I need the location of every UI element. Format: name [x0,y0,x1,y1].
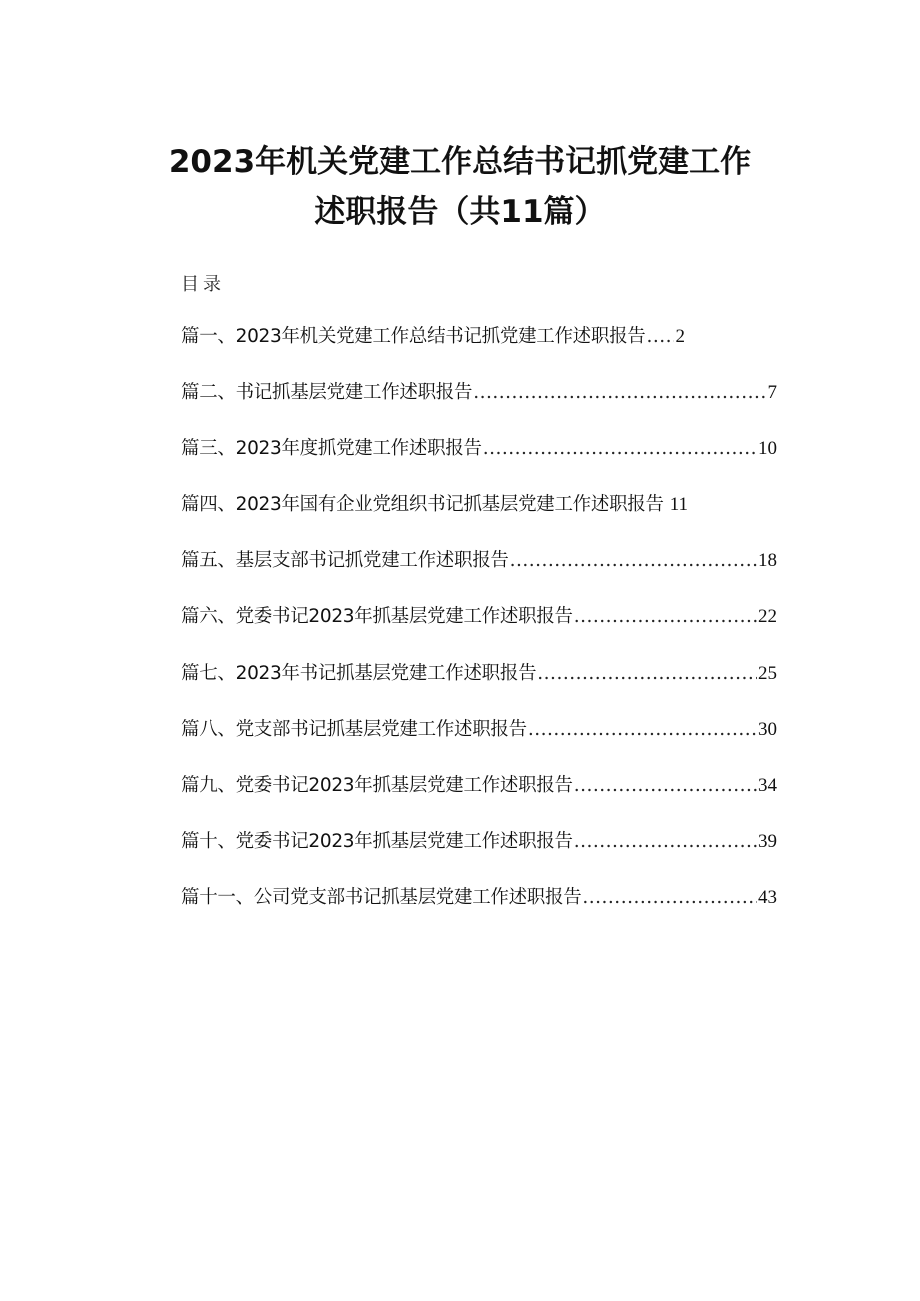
toc-page-number: 39 [758,830,777,852]
toc-entry-3[interactable] [181,434,777,490]
toc-page-number: 25 [758,662,777,684]
toc-leader-dots [574,606,757,627]
toc-page-number: 22 [758,606,777,628]
toc-leader-dots [574,831,757,852]
toc-entry-9[interactable] [181,771,777,827]
toc-entry-5[interactable] [181,546,777,602]
toc-entry-2[interactable] [181,378,777,434]
toc-entry-title: 篇一、2023年机关党建工作总结书记抓党建工作述职报告 [181,326,646,347]
toc-page-number: 18 [758,550,777,572]
toc-entry-1[interactable] [181,322,777,378]
toc-entry-title: 篇二、书记抓基层党建工作述职报告 [181,382,473,404]
toc-page-number: 11 [669,494,688,516]
toc-entry-6[interactable] [181,602,777,658]
toc-page-number: 7 [767,382,777,404]
toc-entry-title: 篇十一、公司党支部书记抓基层党建工作述职报告 [181,886,582,908]
toc-leader-dots [574,775,757,796]
table-of-contents [181,322,777,939]
toc-page-number: 2 [675,326,685,347]
toc-page-number: 30 [758,718,777,740]
toc-entry-title: 篇六、党委书记2023年抓基层党建工作述职报告 [181,606,573,628]
document-title-line-2: 述职报告（共11篇） [314,194,606,230]
toc-entry-4[interactable] [181,490,777,546]
toc-entry-title: 篇三、2023年度抓党建工作述职报告 [181,438,482,460]
toc-entry-title: 篇九、党委书记2023年抓基层党建工作述职报告 [181,774,573,796]
toc-entry-title: 篇四、2023年国有企业党组织书记抓基层党建工作述职报告 [181,494,664,516]
toc-leader-dots [510,550,757,571]
toc-entry-7[interactable] [181,659,777,715]
toc-entry-10[interactable] [181,827,777,883]
document-title-line-1: 2023年机关党建工作总结书记抓党建工作 [168,144,752,180]
toc-heading: 目录 [181,274,225,295]
toc-leader-dots [483,438,757,459]
toc-entry-title: 篇七、2023年书记抓基层党建工作述职报告 [181,662,537,684]
toc-entry-8[interactable] [181,715,777,771]
toc-page-number: 43 [758,886,777,908]
toc-entry-title: 篇十、党委书记2023年抓基层党建工作述职报告 [181,830,573,852]
toc-leader-dots [473,382,766,403]
toc-entry-title: 篇五、基层支部书记抓党建工作述职报告 [181,550,509,572]
toc-page-number: 10 [758,438,777,460]
toc-leader-dots [646,326,674,347]
toc-page-number: 34 [758,774,777,796]
toc-leader-dots [528,719,757,740]
toc-entry-title: 篇八、党支部书记抓基层党建工作述职报告 [181,718,527,740]
toc-leader-dots [537,663,757,684]
toc-entry-11[interactable] [181,883,777,939]
toc-leader-dots [582,887,757,908]
